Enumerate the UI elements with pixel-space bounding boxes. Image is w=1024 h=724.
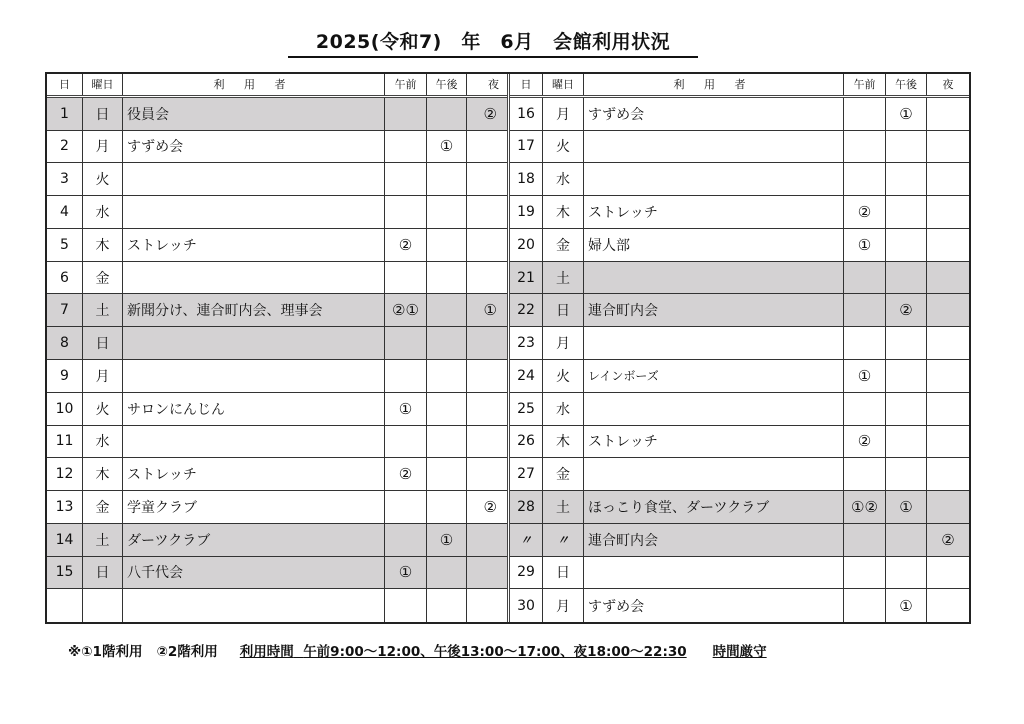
table-row: [510, 491, 969, 524]
cell-pm: [427, 229, 467, 261]
cell-am: [385, 360, 427, 392]
header-am: 午前: [385, 74, 427, 95]
cell-day: 28: [510, 491, 543, 523]
table-row: [510, 262, 969, 295]
cell-pm: [427, 393, 467, 425]
cell-user: [584, 458, 844, 490]
table-row: [510, 524, 969, 557]
table-row: [47, 262, 507, 295]
cell-weekday: 日: [83, 98, 123, 130]
cell-weekday: 〃: [543, 524, 584, 556]
cell-day: 21: [510, 262, 543, 294]
cell-day: 16: [510, 98, 543, 130]
cell-user: [584, 131, 844, 163]
cell-day: 6: [47, 262, 83, 294]
cell-day: 14: [47, 524, 83, 556]
table-header-row: [47, 74, 507, 98]
cell-day: 23: [510, 327, 543, 359]
cell-user: [123, 426, 385, 458]
cell-weekday: 火: [543, 360, 584, 392]
cell-night: [467, 393, 507, 425]
table-row: [510, 294, 969, 327]
cell-night: [467, 589, 507, 622]
cell-am: [385, 491, 427, 523]
cell-weekday: 月: [543, 98, 584, 130]
cell-night: [927, 360, 969, 392]
cell-night: [467, 196, 507, 228]
table-row: [510, 360, 969, 393]
table-row: [510, 327, 969, 360]
cell-day: 8: [47, 327, 83, 359]
cell-day: 27: [510, 458, 543, 490]
cell-weekday: 水: [543, 393, 584, 425]
cell-am: ①②: [844, 491, 886, 523]
cell-weekday: 土: [83, 294, 123, 326]
table-row: [510, 393, 969, 426]
cell-weekday: 水: [543, 163, 584, 195]
cell-pm: [427, 491, 467, 523]
cell-pm: ①: [886, 589, 927, 622]
cell-night: [467, 229, 507, 261]
cell-am: [385, 524, 427, 556]
cell-day: 19: [510, 196, 543, 228]
cell-pm: [886, 163, 927, 195]
cell-user: ストレッチ: [123, 229, 385, 261]
cell-weekday: 日: [83, 327, 123, 359]
table-row: [47, 229, 507, 262]
cell-weekday: 金: [83, 262, 123, 294]
cell-weekday: 土: [543, 262, 584, 294]
cell-pm: [886, 360, 927, 392]
header-user: 利 用 者: [123, 74, 385, 95]
cell-user: 八千代会: [123, 557, 385, 589]
cell-user: すずめ会: [584, 98, 844, 130]
cell-am: [385, 163, 427, 195]
cell-user: ダーツクラブ: [123, 524, 385, 556]
cell-am: ①: [385, 393, 427, 425]
cell-user: ほっこり食堂、ダーツクラブ: [584, 491, 844, 523]
cell-night: [927, 196, 969, 228]
cell-night: [927, 98, 969, 130]
cell-am: [844, 294, 886, 326]
cell-am: [844, 131, 886, 163]
header-weekday: 曜日: [543, 74, 584, 95]
cell-night: [467, 524, 507, 556]
cell-pm: [886, 131, 927, 163]
cell-weekday: 金: [543, 229, 584, 261]
cell-day: 13: [47, 491, 83, 523]
cell-user: ストレッチ: [123, 458, 385, 490]
cell-night: ②: [483, 497, 497, 516]
cell-user: 連合町内会: [584, 294, 844, 326]
cell-pm: [886, 458, 927, 490]
cell-pm: ①: [886, 98, 927, 130]
cell-am: [844, 163, 886, 195]
cell-weekday: 月: [543, 327, 584, 359]
cell-user: [123, 163, 385, 195]
cell-weekday: 金: [83, 491, 123, 523]
cell-night: [467, 557, 507, 589]
cell-pm: [886, 229, 927, 261]
table-row: [510, 229, 969, 262]
cell-weekday: 日: [543, 294, 584, 326]
table-row: [510, 426, 969, 459]
cell-user: [123, 360, 385, 392]
cell-am: [844, 458, 886, 490]
table-left-half: [47, 74, 510, 622]
cell-pm: ①: [427, 524, 467, 556]
table-row: [47, 458, 507, 491]
footer-note: [68, 640, 767, 660]
cell-user: すずめ会: [584, 589, 844, 622]
cell-weekday: 月: [83, 131, 123, 163]
table-row: [47, 426, 507, 459]
cell-pm: [427, 557, 467, 589]
header-pm: 午後: [427, 74, 467, 95]
hours-label: 利用時間: [239, 644, 294, 660]
cell-day: 5: [47, 229, 83, 261]
table-row: [47, 98, 507, 131]
cell-user: ストレッチ: [584, 196, 844, 228]
table-row: [510, 196, 969, 229]
cell-night: [927, 458, 969, 490]
cell-user: 学童クラブ: [123, 491, 385, 523]
cell-user: ストレッチ: [584, 426, 844, 458]
cell-pm: [427, 262, 467, 294]
cell-user: [123, 262, 385, 294]
cell-user: すずめ会: [123, 131, 385, 163]
cell-day: 17: [510, 131, 543, 163]
header-user: 利 用 者: [584, 74, 844, 95]
table-row: [47, 360, 507, 393]
cell-pm: [886, 327, 927, 359]
header-night: 夜: [942, 78, 954, 92]
cell-night: [927, 393, 969, 425]
hours-text: 午前9:00～12:00、午後13:00～17:00、夜18:00～22:30: [303, 644, 687, 660]
cell-day: 24: [510, 360, 543, 392]
cell-night: [927, 589, 969, 622]
header-weekday: 曜日: [83, 74, 123, 95]
cell-pm: [427, 589, 467, 622]
cell-am: ①: [844, 360, 886, 392]
table-row: [47, 393, 507, 426]
cell-pm: [427, 196, 467, 228]
cell-night: [927, 163, 969, 195]
cell-day: 3: [47, 163, 83, 195]
cell-weekday: 土: [543, 491, 584, 523]
cell-pm: [427, 163, 467, 195]
cell-night: [467, 163, 507, 195]
cell-night: [927, 131, 969, 163]
cell-user: [584, 557, 844, 589]
table-row: [47, 294, 507, 327]
cell-day: 10: [47, 393, 83, 425]
cell-night: [927, 229, 969, 261]
cell-am: [844, 262, 886, 294]
cell-day: 20: [510, 229, 543, 261]
cell-am: ②①: [385, 294, 427, 326]
cell-day: 26: [510, 426, 543, 458]
cell-weekday: [83, 589, 123, 622]
table-row: [510, 458, 969, 491]
cell-am: ②: [385, 458, 427, 490]
cell-am: ②: [844, 196, 886, 228]
cell-weekday: 水: [83, 426, 123, 458]
cell-weekday: 水: [83, 196, 123, 228]
cell-weekday: 土: [83, 524, 123, 556]
cell-pm: [886, 262, 927, 294]
cell-user: [584, 393, 844, 425]
cell-day: 12: [47, 458, 83, 490]
cell-weekday: 火: [83, 163, 123, 195]
cell-night: [467, 327, 507, 359]
cell-am: ①: [844, 229, 886, 261]
cell-am: [844, 589, 886, 622]
cell-day: 22: [510, 294, 543, 326]
punctuality-note: 時間厳守: [712, 644, 767, 660]
cell-weekday: 月: [543, 589, 584, 622]
cell-night: ②: [467, 98, 507, 130]
cell-pm: [427, 360, 467, 392]
cell-user: [123, 327, 385, 359]
cell-day: [47, 589, 83, 622]
cell-day: 18: [510, 163, 543, 195]
cell-night: [927, 557, 969, 589]
cell-night: ②: [927, 524, 969, 556]
cell-user: [123, 196, 385, 228]
cell-am: [385, 196, 427, 228]
cell-user: 役員会: [123, 98, 385, 130]
cell-am: [844, 327, 886, 359]
legend-floor-2: ②2階利用: [156, 644, 218, 660]
cell-weekday: 日: [543, 557, 584, 589]
table-row: [510, 131, 969, 164]
cell-night: [927, 294, 969, 326]
header-day: 日: [510, 74, 543, 95]
table-row: [510, 163, 969, 196]
cell-user: 連合町内会: [584, 524, 844, 556]
cell-day: 11: [47, 426, 83, 458]
legend-floor-1: ※①1階利用: [68, 644, 143, 660]
cell-pm: ①: [886, 491, 927, 523]
cell-user: 新聞分け、連合町内会、理事会: [123, 294, 385, 326]
cell-weekday: 日: [83, 557, 123, 589]
header-day: 日: [47, 74, 83, 95]
cell-am: [385, 327, 427, 359]
cell-pm: [427, 294, 467, 326]
table-row: [510, 98, 969, 131]
cell-user: [584, 327, 844, 359]
table-row: [47, 557, 507, 590]
cell-day: 29: [510, 557, 543, 589]
cell-weekday: 木: [83, 458, 123, 490]
cell-day: 4: [47, 196, 83, 228]
cell-night: [927, 491, 969, 523]
cell-user: サロンにんじん: [123, 393, 385, 425]
cell-weekday: 火: [83, 393, 123, 425]
usage-table: [45, 72, 971, 624]
cell-user: レインボーズ: [584, 360, 844, 392]
table-row: [510, 557, 969, 590]
cell-night: [467, 262, 507, 294]
cell-night: [927, 262, 969, 294]
cell-night: [927, 426, 969, 458]
cell-am: [385, 589, 427, 622]
table-row: [47, 491, 507, 524]
cell-am: ②: [385, 229, 427, 261]
cell-user: [584, 262, 844, 294]
cell-night: [927, 327, 969, 359]
cell-am: ①: [385, 557, 427, 589]
cell-weekday: 月: [83, 360, 123, 392]
cell-am: [844, 393, 886, 425]
table-row: [47, 163, 507, 196]
cell-day: 25: [510, 393, 543, 425]
cell-pm: [427, 327, 467, 359]
cell-pm: [427, 98, 467, 130]
table-right-half: [510, 74, 969, 622]
cell-night: [467, 426, 507, 458]
cell-pm: [886, 524, 927, 556]
header-am: 午前: [844, 74, 886, 95]
cell-weekday: 火: [543, 131, 584, 163]
cell-pm: [886, 557, 927, 589]
cell-am: [844, 98, 886, 130]
cell-day: 7: [47, 294, 83, 326]
cell-day: 30: [510, 589, 543, 622]
cell-night: [467, 360, 507, 392]
cell-am: ②: [844, 426, 886, 458]
cell-night: [467, 458, 507, 490]
cell-pm: [886, 393, 927, 425]
cell-day: 1: [47, 98, 83, 130]
cell-am: [385, 98, 427, 130]
table-header-row: [510, 74, 969, 98]
table-row: [47, 131, 507, 164]
table-row: [47, 196, 507, 229]
table-row: [47, 589, 507, 622]
cell-am: [844, 524, 886, 556]
cell-weekday: 木: [543, 426, 584, 458]
header-pm: 午後: [886, 74, 927, 95]
cell-am: [385, 131, 427, 163]
cell-user: [584, 163, 844, 195]
cell-weekday: 木: [83, 229, 123, 261]
table-row: [510, 589, 969, 622]
cell-day: 9: [47, 360, 83, 392]
cell-night: ①: [467, 294, 507, 326]
cell-day: 〃: [510, 524, 543, 556]
cell-pm: ①: [427, 131, 467, 163]
table-row: [47, 524, 507, 557]
cell-pm: [427, 458, 467, 490]
cell-pm: ②: [886, 294, 927, 326]
cell-user: 婦人部: [584, 229, 844, 261]
cell-day: 2: [47, 131, 83, 163]
cell-pm: [886, 196, 927, 228]
cell-am: [385, 426, 427, 458]
page-title: 2025(令和7) 年 6月 会館利用状況: [288, 30, 698, 58]
cell-pm: [886, 426, 927, 458]
cell-am: [844, 557, 886, 589]
cell-user: [123, 589, 385, 622]
cell-day: 15: [47, 557, 83, 589]
cell-am: [385, 262, 427, 294]
cell-night: [467, 131, 507, 163]
header-night: 夜: [488, 78, 499, 92]
cell-pm: [427, 426, 467, 458]
table-row: [47, 327, 507, 360]
cell-weekday: 金: [543, 458, 584, 490]
cell-weekday: 木: [543, 196, 584, 228]
